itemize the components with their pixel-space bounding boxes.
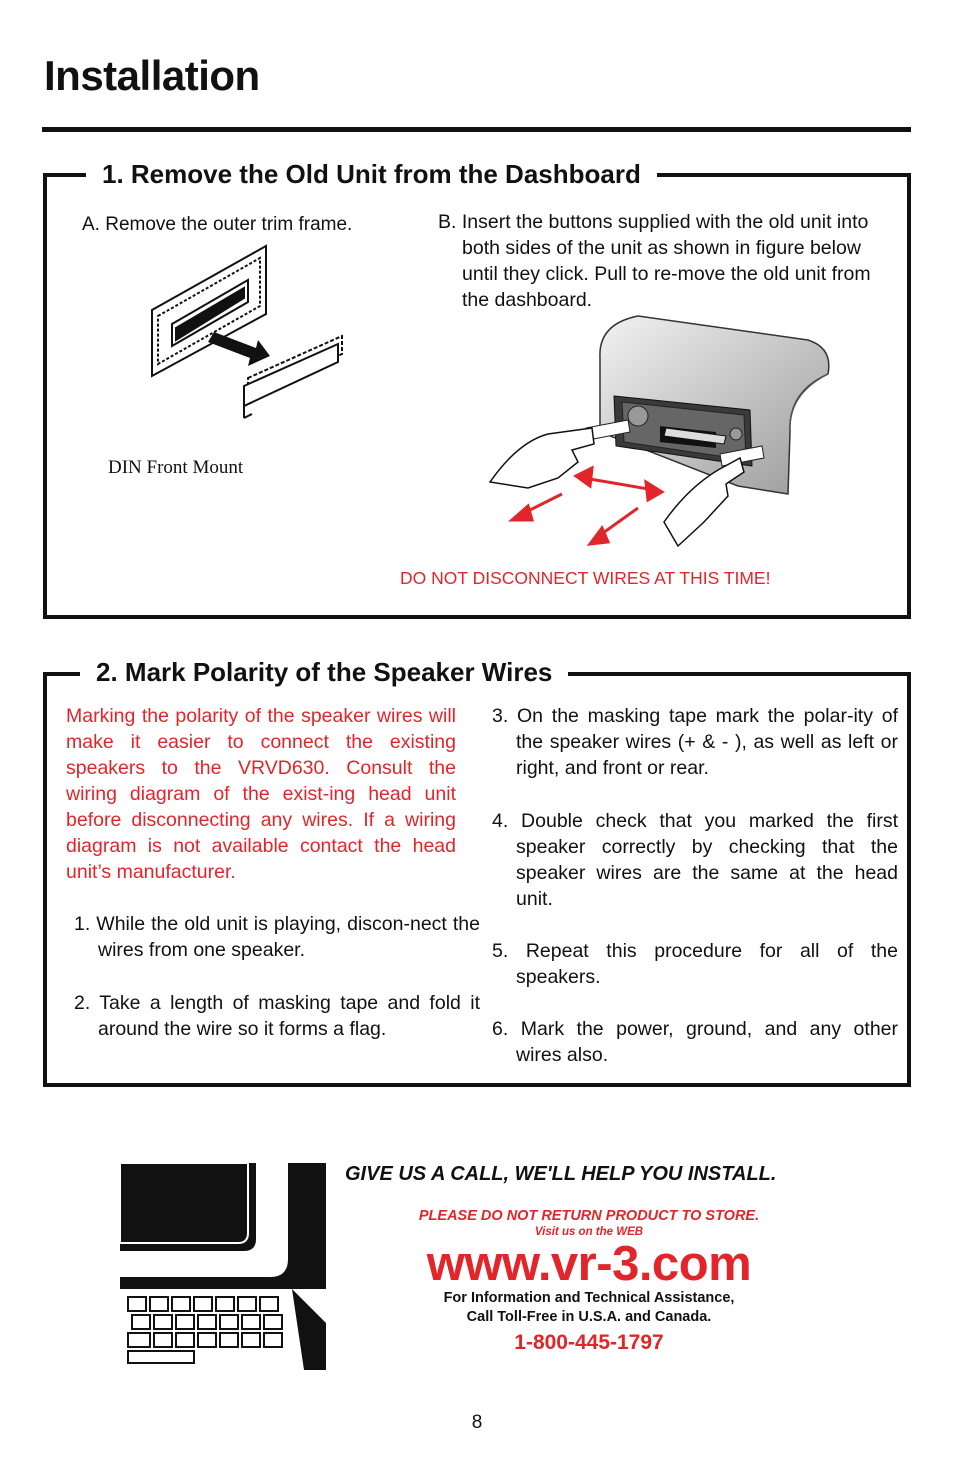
- polarity-step-1: 1. While the old unit is playing, discon-nect the wires from one speaker.: [74, 913, 480, 961]
- section1-heading: 1. Remove the Old Unit from the Dashboard: [86, 159, 657, 190]
- din-front-mount-illustration: [148, 244, 358, 420]
- computer-icon: [120, 1163, 326, 1370]
- polarity-step-4: 4. Double check that you marked the first speaker correctly by checking that the speaker wires are the same at the head unit.: [492, 810, 898, 910]
- dashboard-removal-illustration: [488, 312, 840, 552]
- website-link[interactable]: www.vr-3.com: [426, 1237, 752, 1291]
- step-b-text: B. Insert the buttons supplied with the old unit into both sides of the unit as shown in figure below until they click. Pull to re-move the old unit from the dashboard.: [438, 211, 871, 311]
- step-a-text: A. Remove the outer trim frame.: [82, 214, 353, 235]
- polarity-step-6: 6. Mark the power, ground, and any other wires also.: [492, 1018, 898, 1066]
- din-front-mount-label: DIN Front Mount: [108, 457, 244, 478]
- page-number: 8: [471, 1412, 483, 1433]
- polarity-step-2: 2. Take a length of masking tape and fold it around the wire so it forms a flag.: [74, 992, 480, 1040]
- warning-text: DO NOT DISCONNECT WIRES AT THIS TIME!: [400, 568, 771, 588]
- title-divider: [42, 127, 911, 132]
- polarity-step-3: 3. On the masking tape mark the polar-ity of the speaker wires (+ & - ), as well as left or right, and front or rear.: [492, 705, 898, 779]
- support-info-line-2: Call Toll-Free in U.S.A. and Canada.: [466, 1309, 712, 1325]
- call-to-action: GIVE US A CALL, WE'LL HELP YOU INSTALL.: [345, 1163, 777, 1185]
- page-title: Installation: [44, 52, 260, 99]
- polarity-intro-text: Marking the polarity of the speaker wires will make it easier to connect the existing speakers to the VRVD630. Consult the wiring diagram of the exist-ing head unit before disconnecting any wires. If a wiring diagram is not available contact the head unit’s manufacturer.: [66, 705, 456, 883]
- section2-heading: 2. Mark Polarity of the Speaker Wires: [80, 657, 568, 688]
- polarity-step-5: 5. Repeat this procedure for all of the speakers.: [492, 940, 898, 988]
- support-info-line-1: For Information and Technical Assistance,: [443, 1290, 735, 1306]
- visit-web-label: Visit us on the WEB: [534, 1226, 644, 1238]
- support-phone-number[interactable]: 1-800-445-1797: [514, 1331, 664, 1354]
- no-return-notice: PLEASE DO NOT RETURN PRODUCT TO STORE.: [418, 1208, 760, 1224]
